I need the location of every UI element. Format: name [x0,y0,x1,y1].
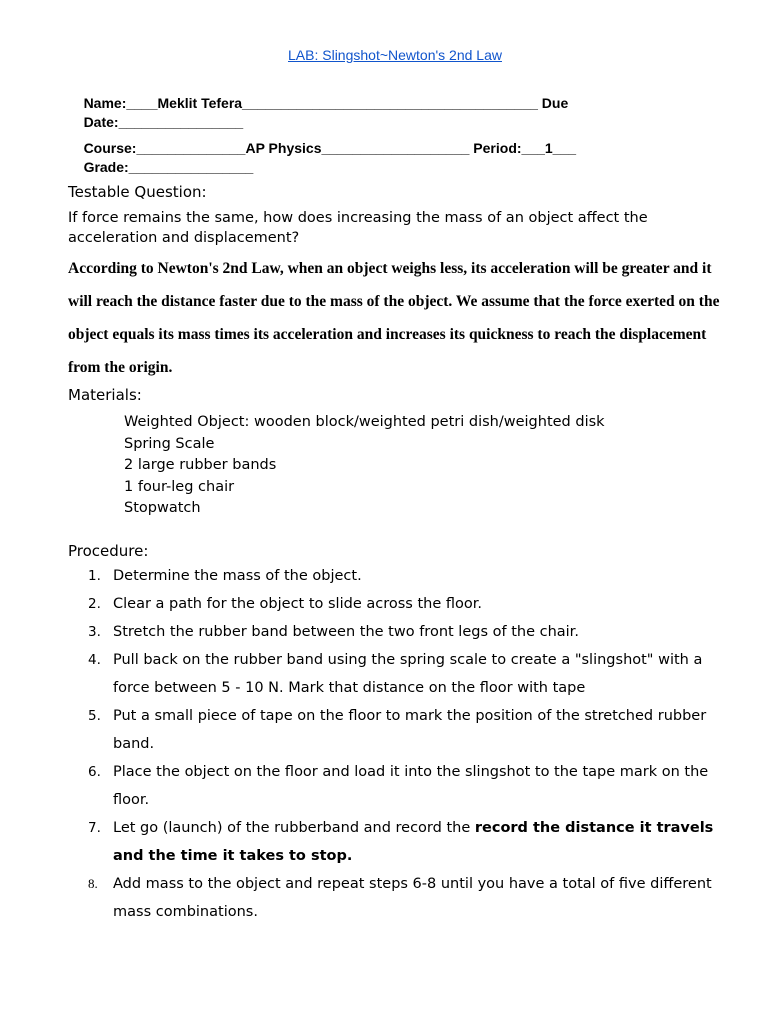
grade-text: Grade:________________ [83,159,254,175]
course-period-text: Course:______________AP Physics___________________ Period:___1___ [83,140,577,156]
procedure-step [68,870,728,926]
procedure-step [68,758,728,814]
procedure-step [68,702,728,758]
step-text: Stretch the rubber band between the two front legs of the chair. [113,624,579,640]
procedure-list [68,562,728,926]
step-number: 6. [88,764,101,780]
materials-item: Weighted Object: wooden block/weighted petri dish/weighted disk [124,414,605,430]
materials-item: 1 four-leg chair [124,478,235,495]
step-number: 2. [88,596,101,612]
hypothesis-paragraph: According to Newton's 2nd Law, when an object weighs less, its acceleration will be greater and it will reach the distance faster due to the mass of the object. We assume that the force exerted on the object equals its mass times its acceleration and increases its quickness to reach the displacement from the origin. [68,260,720,376]
procedure-step [68,618,728,646]
step-number: 5. [88,708,101,724]
step-text: Put a small piece of tape on the floor to mark the position of the stretched rubber band. [113,708,707,752]
procedure-step [68,646,728,702]
step-text: Clear a path for the object to slide across the floor. [113,596,482,612]
materials-list [124,412,605,520]
materials-item: Spring Scale [124,435,215,452]
procedure-step [68,562,728,590]
step-text: Add mass to the object and repeat steps 6-8 until you have a total of five different mass combinations. [113,876,712,920]
step-number: 1. [88,568,101,584]
procedure-heading: Procedure: [68,542,149,560]
step-number: 3. [88,624,101,640]
name-due-text: Name:____Meklit Tefera______________________________________ Due [83,95,569,111]
step-text-bold: record the distance it travels and the time it takes to stop. [113,820,714,864]
step-text: Pull back on the rubber band using the spring scale to create a "slingshot" with a force between 5 - 10 N. Mark that distance on the floor with tape [113,652,703,696]
step-text: Let go (launch) of the rubberband and record the [113,820,475,836]
materials-item: 2 large rubber bands [124,457,277,473]
step-text: Determine the mass of the object. [113,568,362,584]
step-number: 4. [88,652,101,668]
procedure-step [68,814,728,870]
step-number: 8. [88,876,98,891]
step-text: Place the object on the floor and load it into the slingshot to the tape mark on the floor. [113,764,709,808]
document-title[interactable]: LAB: Slingshot~Newton's 2nd Law [288,47,502,63]
date-text: Date:________________ [83,114,244,130]
materials-heading: Materials: [68,386,142,404]
materials-item: Stopwatch [124,500,201,516]
testable-question-heading: Testable Question: [68,183,207,201]
step-number: 7. [88,820,101,836]
procedure-step [68,590,728,618]
testable-question-text: If force remains the same, how does increasing the mass of an object affect the acceleration and displacement? [68,210,648,246]
